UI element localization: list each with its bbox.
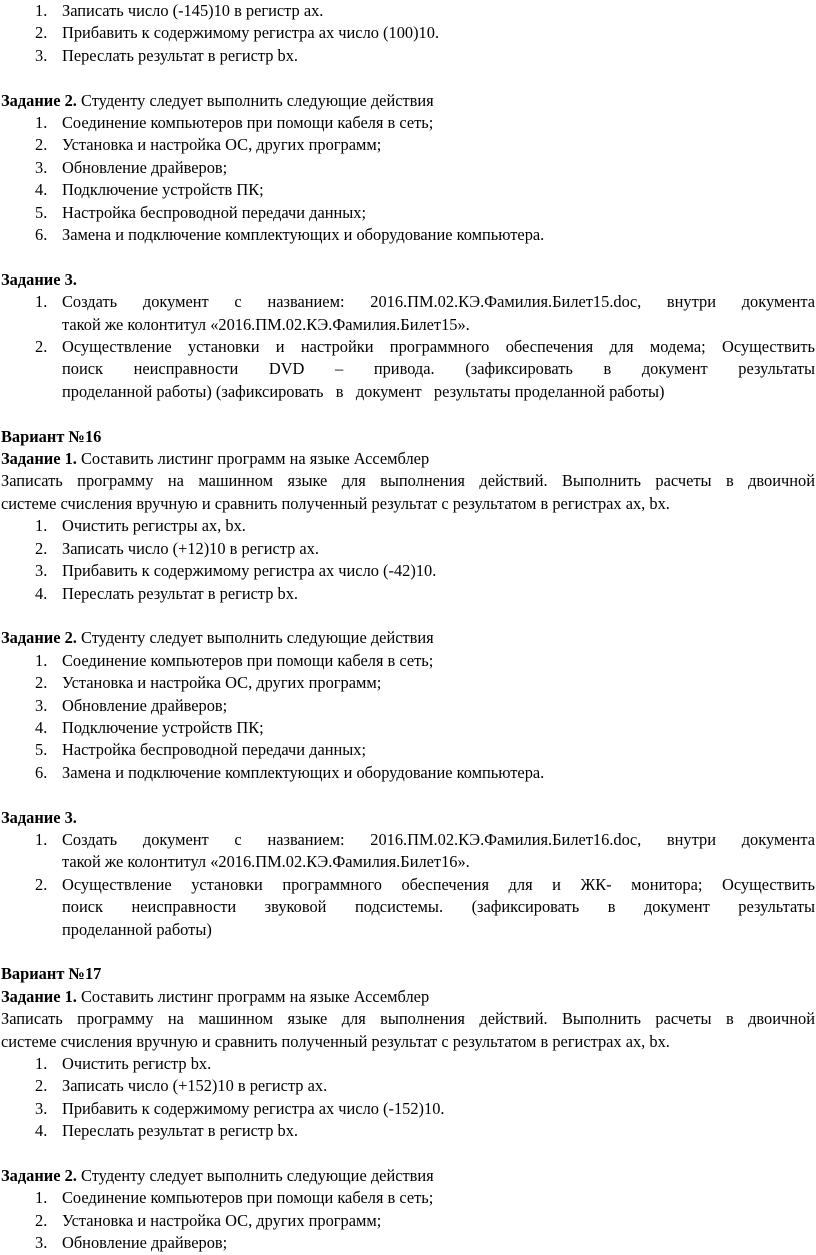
item-text: Переслать результат в регистр bx. bbox=[62, 45, 299, 65]
task-label: Задание 2. bbox=[1, 90, 77, 110]
list-item bbox=[1, 739, 815, 761]
v17-task2-heading bbox=[1, 1165, 815, 1187]
list-item bbox=[1, 762, 815, 784]
list-item bbox=[1, 560, 815, 582]
item-number: 1. bbox=[35, 1188, 48, 1208]
item-text: Обновление драйверов; bbox=[62, 157, 228, 177]
item-text-line: поиск неисправности DVD – привода. (зафиксировать в документ результаты bbox=[62, 359, 815, 379]
item-text: Подключение устройств ПК; bbox=[62, 180, 264, 200]
item-number: 5. bbox=[35, 740, 48, 760]
v16-task3-heading bbox=[1, 807, 815, 829]
task-description-line: Записать программу на машинном языке для выполнения действий. Выполнить расчеты в двоичной bbox=[1, 1009, 815, 1029]
item-number: 1. bbox=[35, 650, 48, 670]
list-item bbox=[1, 0, 815, 22]
item-text: Записать число (-145)10 в регистр ах. bbox=[62, 1, 324, 20]
item-text-line: такой же колонтитул «2016.ПМ.02.КЭ.Фамилия.Билет15». bbox=[62, 314, 470, 334]
v15-task2-list bbox=[1, 112, 815, 246]
list-item bbox=[1, 650, 815, 672]
list-item bbox=[1, 515, 815, 537]
list-item bbox=[1, 538, 815, 560]
item-number: 3. bbox=[35, 157, 48, 177]
v17-task1-heading bbox=[1, 986, 815, 1008]
task-description-line: Записать программу на машинном языке для выполнения действий. Выполнить расчеты в двоичной bbox=[1, 471, 815, 491]
item-number: 2. bbox=[35, 1076, 48, 1096]
task-label: Задание 2. bbox=[1, 1166, 77, 1186]
item-number: 2. bbox=[35, 874, 48, 894]
item-text-line: Создать документ с названием: 2016.ПМ.02.КЭ.Фамилия.Билет16.doc, внутри документа bbox=[62, 829, 815, 849]
item-text: Настройка беспроводной передачи данных; bbox=[62, 202, 367, 222]
item-text: Прибавить к содержимому регистра ах число (100)10. bbox=[62, 23, 440, 43]
variant-16-title bbox=[1, 426, 815, 448]
list-item bbox=[1, 224, 815, 246]
list-item bbox=[1, 874, 815, 941]
list-item bbox=[1, 1187, 815, 1209]
item-text: Очистить регистр bx. bbox=[62, 1054, 212, 1073]
list-item bbox=[1, 1075, 815, 1097]
v16-task1-list bbox=[1, 515, 815, 605]
item-number: 1. bbox=[35, 829, 48, 849]
item-text-line: Создать документ с названием: 2016.ПМ.02.КЭ.Фамилия.Билет15.doc, внутри документа bbox=[62, 292, 815, 312]
v16-task2-heading bbox=[1, 627, 815, 649]
item-number: 4. bbox=[35, 717, 48, 737]
top-list bbox=[1, 0, 815, 67]
task-text: Составить листинг программ на языке Ассемблер bbox=[76, 449, 430, 469]
item-number: 2. bbox=[35, 23, 48, 43]
item-text: Очистить регистры ах, bx. bbox=[62, 516, 246, 536]
item-text: Установка и настройка ОС, других программ; bbox=[62, 673, 382, 693]
list-item bbox=[1, 112, 815, 134]
task-text: Составить листинг программ на языке Ассемблер bbox=[76, 986, 430, 1006]
list-item bbox=[1, 583, 815, 605]
item-text: Обновление драйверов; bbox=[62, 695, 228, 715]
list-item bbox=[1, 1053, 815, 1075]
list-item bbox=[1, 134, 815, 156]
item-text: Прибавить к содержимому регистра ах число (-42)10. bbox=[62, 561, 437, 581]
item-text: Замена и подключение комплектующих и оборудование компьютера. bbox=[62, 225, 545, 245]
item-number: 4. bbox=[35, 1121, 48, 1141]
item-text: Соединение компьютеров при помощи кабеля в сеть; bbox=[62, 113, 434, 133]
task-label: Задание 1. bbox=[1, 986, 77, 1006]
item-text: Прибавить к содержимому регистра ах число (-152)10. bbox=[62, 1098, 445, 1118]
item-text: Записать число (+152)10 в регистр ах. bbox=[62, 1076, 328, 1096]
item-text-line: такой же колонтитул «2016.ПМ.02.КЭ.Фамилия.Билет16». bbox=[62, 852, 470, 872]
item-number: 3. bbox=[35, 695, 48, 715]
task-text: Студенту следует выполнить следующие действия bbox=[76, 628, 434, 648]
item-number: 2. bbox=[35, 135, 48, 155]
item-number: 3. bbox=[35, 561, 48, 581]
item-number: 1. bbox=[35, 292, 48, 312]
item-text: Подключение устройств ПК; bbox=[62, 717, 264, 737]
task-label: Задание 3. bbox=[1, 269, 77, 289]
item-number: 4. bbox=[35, 583, 48, 603]
item-text-line: Осуществление установки и настройки программного обеспечения для модема; Осуществить bbox=[62, 337, 815, 357]
v17-task2-list bbox=[1, 1187, 815, 1254]
task-description-line: системе счисления вручную и сравнить полученный результат с результатом в регистрах ах, bx. bbox=[1, 1031, 670, 1051]
variant-title: Вариант №16 bbox=[1, 426, 102, 446]
item-text-line: проделанной работы) bbox=[62, 919, 212, 939]
item-text: Записать число (+12)10 в регистр ах. bbox=[62, 538, 319, 558]
item-number: 2. bbox=[35, 1210, 48, 1230]
item-text: Установка и настройка ОС, других программ; bbox=[62, 1210, 382, 1230]
item-text: Замена и подключение комплектующих и оборудование компьютера. bbox=[62, 762, 545, 782]
item-text: Переслать результат в регистр bx. bbox=[62, 1121, 299, 1141]
task-label: Задание 2. bbox=[1, 628, 77, 648]
task-text: Студенту следует выполнить следующие действия bbox=[76, 90, 434, 110]
item-text-line: проделанной работы) (зафиксировать в документ результаты проделанной работы) bbox=[62, 381, 665, 401]
item-number: 3. bbox=[35, 1233, 48, 1253]
list-item bbox=[1, 291, 815, 336]
list-item bbox=[1, 45, 815, 67]
item-text: Обновление драйверов; bbox=[62, 1233, 228, 1253]
list-item bbox=[1, 179, 815, 201]
list-item bbox=[1, 22, 815, 44]
variant-title: Вариант №17 bbox=[1, 964, 102, 984]
v16-task3-list bbox=[1, 829, 815, 941]
list-item bbox=[1, 1120, 815, 1142]
item-text: Настройка беспроводной передачи данных; bbox=[62, 740, 367, 760]
task-label: Задание 3. bbox=[1, 807, 77, 827]
item-number: 6. bbox=[35, 762, 48, 782]
v16-task2-list bbox=[1, 650, 815, 784]
item-number: 6. bbox=[35, 225, 48, 245]
item-number: 1. bbox=[35, 516, 48, 536]
list-item bbox=[1, 717, 815, 739]
item-number: 5. bbox=[35, 202, 48, 222]
item-text-line: поиск неисправности звуковой подсистемы. (зафиксировать в документ результаты bbox=[62, 897, 815, 917]
list-item bbox=[1, 157, 815, 179]
item-number: 3. bbox=[35, 45, 48, 65]
item-text: Установка и настройка ОС, других программ; bbox=[62, 135, 382, 155]
item-text: Соединение компьютеров при помощи кабеля в сеть; bbox=[62, 1188, 434, 1208]
v15-task3-list bbox=[1, 291, 815, 403]
item-number: 2. bbox=[35, 673, 48, 693]
list-item bbox=[1, 829, 815, 874]
item-number: 1. bbox=[35, 1, 48, 20]
list-item bbox=[1, 1232, 815, 1254]
item-text: Переслать результат в регистр bx. bbox=[62, 583, 299, 603]
item-number: 4. bbox=[35, 180, 48, 200]
v15-task2-heading bbox=[1, 90, 815, 112]
task-description-line: системе счисления вручную и сравнить полученный результат с результатом в регистрах ах, bx. bbox=[1, 493, 670, 513]
v15-task3-heading bbox=[1, 269, 815, 291]
item-number: 1. bbox=[35, 113, 48, 133]
item-number: 2. bbox=[35, 538, 48, 558]
item-number: 3. bbox=[35, 1098, 48, 1118]
list-item bbox=[1, 1210, 815, 1232]
list-item bbox=[1, 695, 815, 717]
list-item bbox=[1, 672, 815, 694]
item-number: 2. bbox=[35, 337, 48, 357]
item-text-line: Осуществление установки программного обеспечения для и ЖК- монитора; Осуществить bbox=[62, 874, 815, 894]
item-number: 1. bbox=[35, 1054, 48, 1073]
list-item bbox=[1, 202, 815, 224]
v17-task1-list bbox=[1, 1053, 815, 1143]
variant-17-title bbox=[1, 963, 815, 985]
v16-task1-heading bbox=[1, 448, 815, 470]
list-item bbox=[1, 1098, 815, 1120]
task-label: Задание 1. bbox=[1, 449, 77, 469]
list-item bbox=[1, 336, 815, 403]
task-text: Студенту следует выполнить следующие действия bbox=[76, 1166, 434, 1186]
item-text: Соединение компьютеров при помощи кабеля в сеть; bbox=[62, 650, 434, 670]
